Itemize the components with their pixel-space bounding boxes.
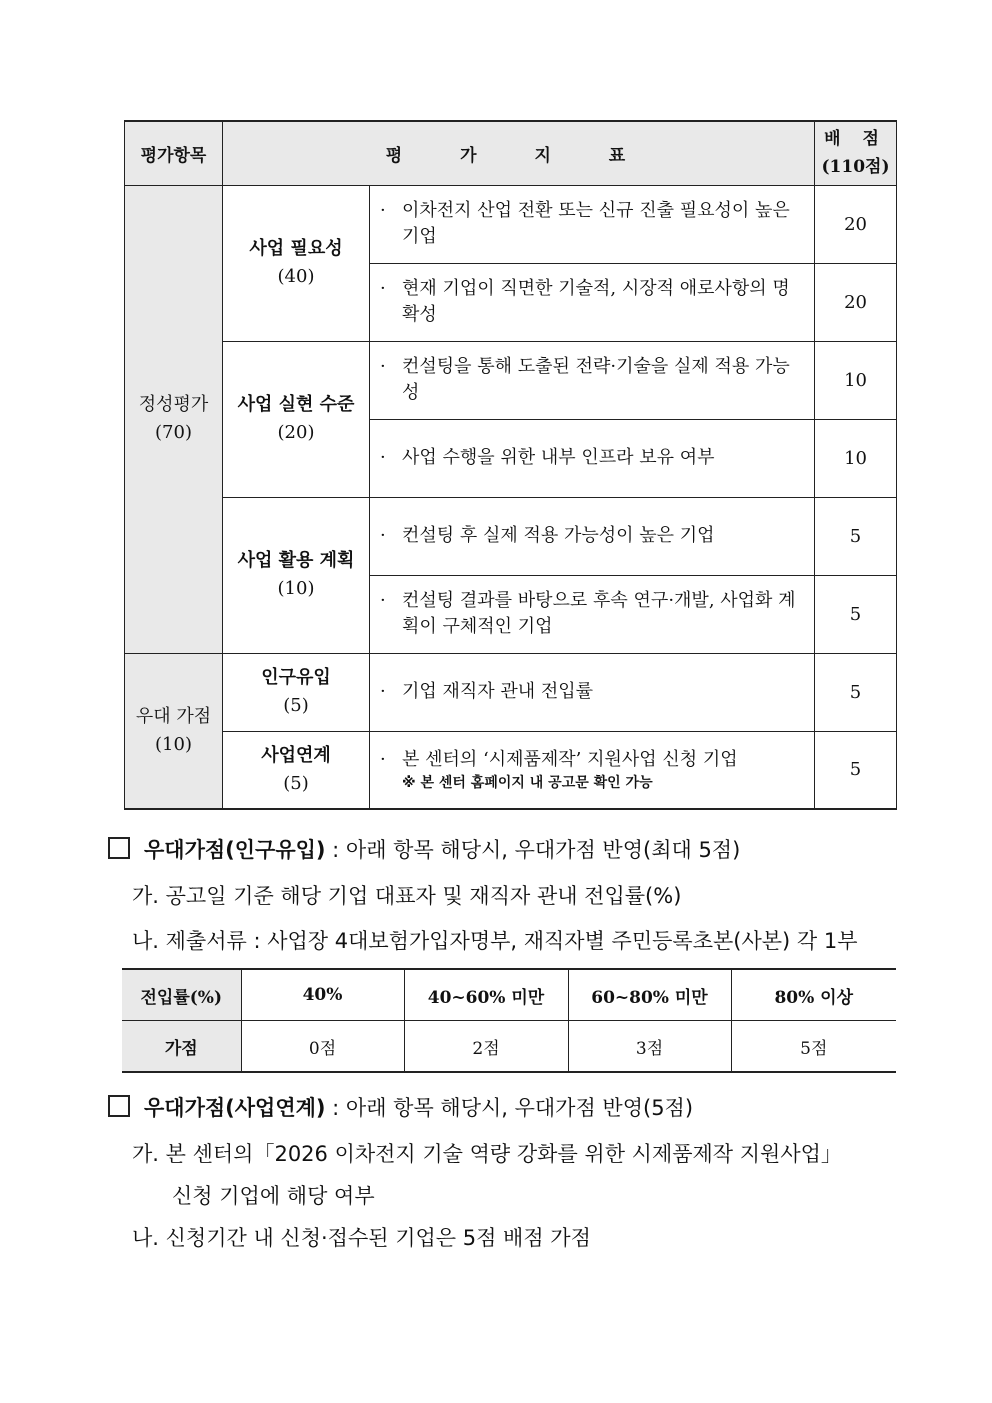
indicator-cell: · 컨설팅 결과를 바탕으로 후속 연구·개발, 사업화 계획이 구체적인 기업 [370,575,815,653]
indicator-cell: · 이차전지 산업 전환 또는 신규 진출 필요성이 높은 기업 [370,185,815,263]
subcategory-business-utilization: 사업 활용 계획 (10) [223,497,370,653]
section2-item-a-continued: 신청 기업에 해당 여부 [172,1184,375,1208]
category-bonus-points: 우대 가점 (10) [125,653,223,809]
subcategory-population-inflow: 인구유입 (5) [223,653,370,731]
points-cell: 20 [815,185,897,263]
section-business-linkage-heading: 우대가점(사업연계) : 아래 항목 해당시, 우대가점 반영(5점) [108,1092,693,1122]
evaluation-criteria-table [124,120,897,810]
points-cell: 10 [815,419,897,497]
section2-item-a: 가. 본 센터의「2026 이차전지 기술 역량 강화를 위한 시제품제작 지원사업」 [132,1142,842,1166]
subcategory-business-linkage: 사업연계 (5) [223,731,370,809]
points-cell: 5 [815,575,897,653]
section2-item-b: 나. 신청기간 내 신청·접수된 기업은 5점 배점 가점 [132,1226,591,1250]
rate-column: 80% 이상 [731,969,896,1021]
indicator-cell: · 컨설팅 후 실제 적용 가능성이 높은 기업 [370,497,815,575]
category-qualitative: 정성평가 (70) [125,185,223,653]
points-cell: 5 [815,731,897,809]
section-population-inflow-heading: 우대가점(인구유입) : 아래 항목 해당시, 우대가점 반영(최대 5점) [108,834,740,864]
points-cell: 5 [815,497,897,575]
note-text: ※ 본 센터 홈페이지 내 공고문 확인 가능 [402,774,653,791]
checkbox-square-icon [108,1095,130,1117]
bonus-value: 5점 [731,1021,896,1073]
section1-item-b: 나. 제출서류 : 사업장 4대보험가입자명부, 재직자별 주민등록초본(사본) 각 1부 [132,929,858,953]
row-label-rate: 전입률(%) [122,969,241,1021]
points-cell: 20 [815,263,897,341]
rate-column: 60~80% 미만 [568,969,731,1021]
relocation-rate-table [122,968,896,1073]
indicator-cell: · 컨설팅을 통해 도출된 전략·기술을 실제 적용 가능성 [370,341,815,419]
section1-item-a: 가. 공고일 기준 해당 기업 대표자 및 재직자 관내 전입률(%) [132,884,682,908]
points-cell: 10 [815,341,897,419]
points-cell: 5 [815,653,897,731]
indicator-cell: · 사업 수행을 위한 내부 인프라 보유 여부 [370,419,815,497]
bonus-value: 2점 [404,1021,568,1073]
checkbox-square-icon [108,837,130,859]
subcategory-business-feasibility: 사업 실현 수준 (20) [223,341,370,497]
header-item: 평가항목 [125,121,223,185]
rate-column: 40% [241,969,404,1021]
subcategory-business-necessity: 사업 필요성 (40) [223,185,370,341]
rate-column: 40~60% 미만 [404,969,568,1021]
indicator-cell: · 본 센터의 ‘시제품제작’ 지원사업 신청 기업 ※ 본 센터 홈페이지 내 공고문 확인 가능 [370,731,815,809]
header-indicator: 평 가 지 표 [223,121,815,185]
indicator-cell: · 기업 재직자 관내 전입률 [370,653,815,731]
bonus-value: 0점 [241,1021,404,1073]
indicator-cell: · 현재 기업이 직면한 기술적, 시장적 애로사항의 명확성 [370,263,815,341]
bonus-value: 3점 [568,1021,731,1073]
header-points: 배 점 (110점) [815,121,897,185]
row-label-bonus: 가점 [122,1021,241,1073]
